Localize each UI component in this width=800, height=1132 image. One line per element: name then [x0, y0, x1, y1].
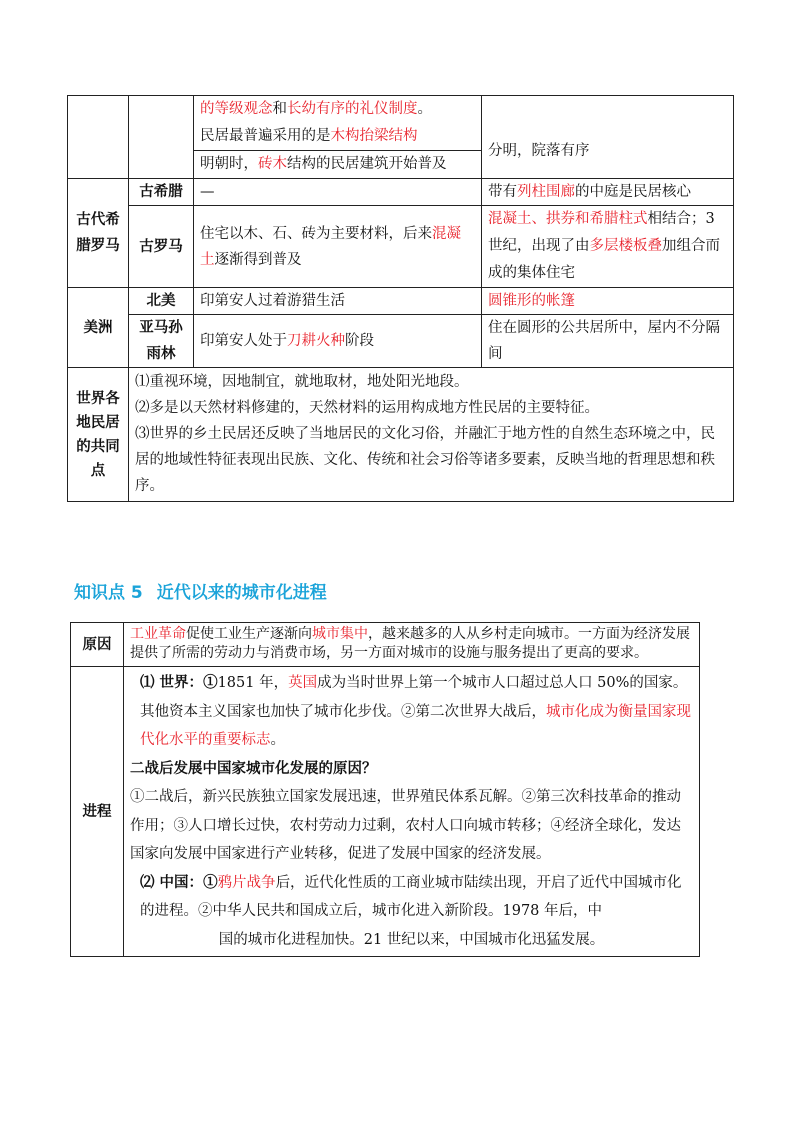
common-point-3: ⑶世界的乡土民居还反映了当地居民的文化习俗，并融汇于地方性的自然生态环境之中，民居的地域性特征表现出民族、文化、传统和社会习俗等诸多要素，反映当地的哲理思想和秩序。 — [135, 426, 715, 494]
question: 二战后发展中国家城市化发展的原因？ — [130, 759, 377, 777]
table-row: 古代希腊罗马 古希腊 — 带有列柱围廊的中庭是民居核心 — [68, 179, 734, 206]
table-row — [71, 667, 700, 957]
cause-label: 原因 — [71, 623, 124, 667]
cause-text: 工业革命促使工业生产逐渐向城市集中，越来越多的人从乡村走向城市。一方面为经济发展提供了所需的劳动力与消费市场，另一方面对城市的设施与服务提出了更高的要求。 — [124, 623, 700, 667]
table-row — [68, 368, 734, 502]
table-row: 美洲 北美 印第安人过着游猎生活 圆锥形的帐篷 — [68, 288, 734, 315]
group-label-americas: 美洲 — [68, 288, 129, 368]
region-rome: 古罗马 — [129, 206, 194, 288]
urbanization-table — [70, 622, 700, 957]
section-heading: 知识点 5 近代以来的城市化进程 — [74, 583, 327, 603]
feature-cell: 分明，院落有序 — [482, 96, 734, 179]
region-north-america: 北美 — [129, 288, 194, 315]
process-label: 进程 — [71, 667, 124, 957]
table-row — [71, 623, 700, 667]
dwelling-table — [67, 95, 734, 502]
region-greece: 古希腊 — [129, 179, 194, 206]
common-point-1: ⑴重视环境，因地制宜，就地取材，地处阳光地段。 — [135, 374, 469, 390]
common-label: 世界各地民居的共同点 — [68, 368, 129, 502]
region-amazon: 亚马孙雨林 — [129, 315, 194, 368]
table-row: 的等级观念和长幼有序的礼仪制度。 民居最普遍采用的是木构抬梁结构 明朝时，砖木结构的民居建筑开始普及 分明，院落有序 — [68, 96, 734, 179]
reasons: ①二战后，新兴民族独立国家发展迅速，世界殖民体系瓦解。②第三次科技革命的推动作用；③人口增长过快，农村劳动力过剩，农村人口向城市转移；④经济全球化，发达国家向发展中国家进行产业转移，促进了发展中国家的经济发展。 — [130, 789, 681, 862]
table-row: 古罗马 住宅以木、石、砖为主要材料，后来混凝土逐渐得到普及 混凝土、拱券和希腊柱式相结合；3 世纪，出现了由多层楼板叠加组合而成的集体住宅 — [68, 206, 734, 288]
table-row: 亚马孙雨林 印第安人处于刀耕火种阶段 住在圆形的公共居所中，屋内不分隔间 — [68, 315, 734, 368]
common-point-2: ⑵多是以天然材料修建的，天然材料的运用构成地方性民居的主要特征。 — [135, 400, 599, 416]
process-text: ⑴ 世界：①1851 年，英国成为当时世界上第一个城市人口超过总人口 50%的国家。其他资本主义国家也加快了城市化步伐。②第二次世界大战后，城市化成为衡量国家现代化水平的重要标志。 二战后发展中国家城市化发展的原因？ ①二战后，新兴民族独立国家发展迅速，世界殖民体系瓦解。②第三次科技革命的推动作用；③人口增长过快，农村劳动力过剩，农村人口向城市转移；④经济全球化，发达国家向发展中国家进行产业转移，促进了发展中国家的经济发展。 ⑵ 中国：①鸦片战争后，近代化性质的工商业城市陆续出现，开启了近代中国城市化的进程。②中华人民共和国成立后，城市化进入新阶段。1978 年后，中 国的城市化进程加快。21 世纪以来，中国城市化迅猛发展。 — [124, 667, 700, 957]
group-label-greece-rome: 古代希腊罗马 — [68, 179, 129, 288]
